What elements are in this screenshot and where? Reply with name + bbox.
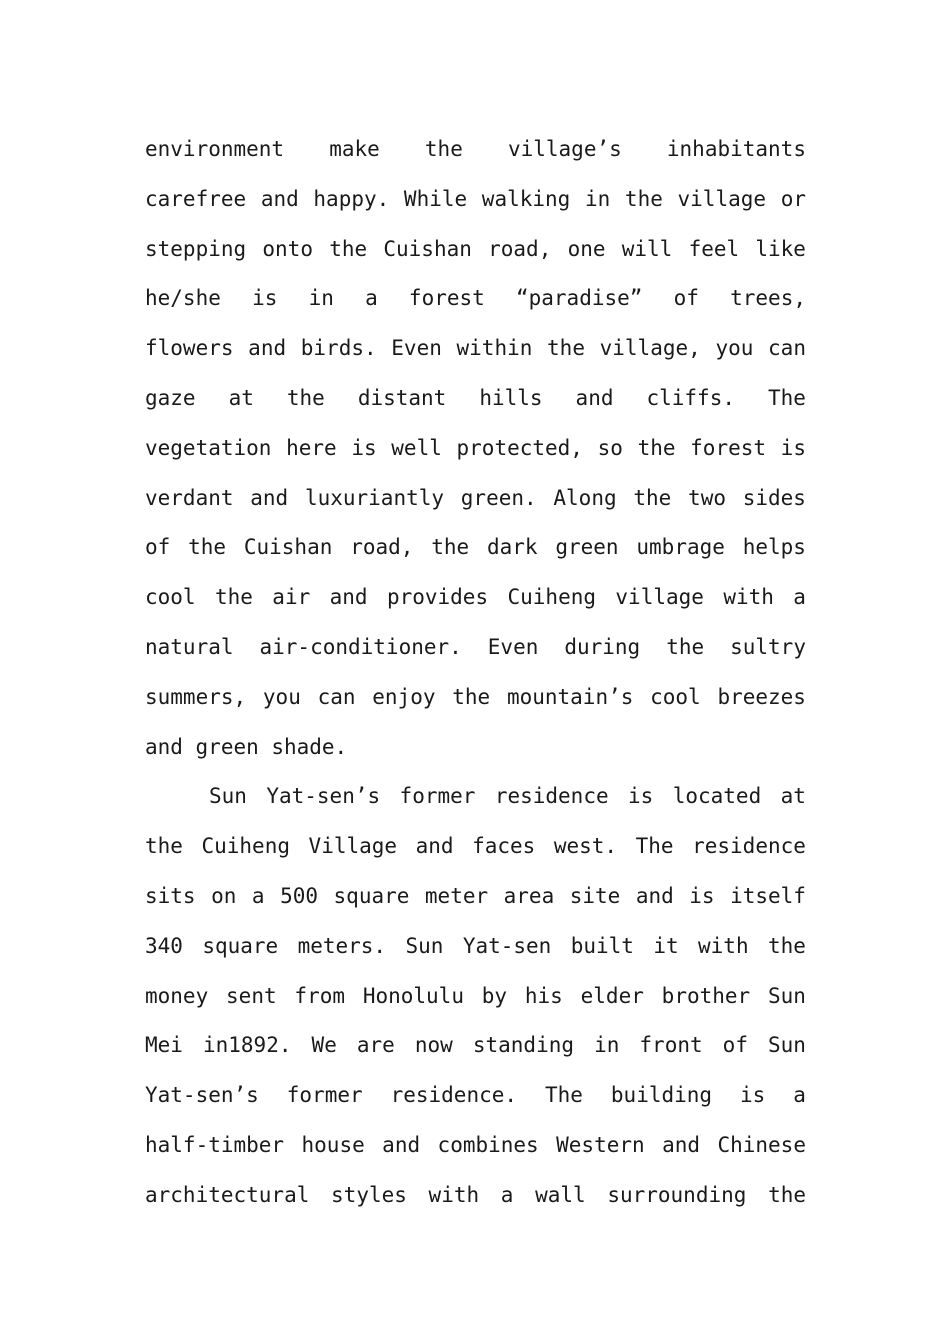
word: Honolulu bbox=[362, 983, 464, 1008]
word: a bbox=[793, 585, 806, 610]
text-line bbox=[145, 225, 806, 275]
word: with bbox=[428, 1182, 480, 1207]
word: a bbox=[365, 286, 378, 311]
word: former bbox=[399, 784, 476, 809]
word: of bbox=[722, 1033, 748, 1058]
text-line bbox=[145, 673, 806, 723]
word: happy. bbox=[313, 186, 390, 211]
word: dark bbox=[486, 535, 538, 560]
word: Western bbox=[556, 1132, 645, 1157]
word: meters. bbox=[297, 933, 387, 958]
word: the bbox=[637, 435, 676, 460]
word: Sun bbox=[768, 983, 806, 1008]
word: is bbox=[780, 435, 806, 460]
paragraph bbox=[145, 772, 806, 1220]
word: located bbox=[672, 784, 762, 809]
word: at bbox=[228, 385, 254, 410]
word: the bbox=[145, 834, 183, 859]
word: can bbox=[768, 336, 806, 361]
word: half-timber bbox=[145, 1132, 285, 1157]
word: feel bbox=[688, 236, 740, 261]
word: during bbox=[564, 634, 641, 659]
word: Cuiheng bbox=[507, 585, 597, 610]
word: Cuiheng bbox=[201, 834, 290, 859]
word: summers, bbox=[145, 684, 247, 709]
word: road, bbox=[350, 535, 414, 560]
word: west. bbox=[553, 834, 618, 859]
word: meter bbox=[424, 883, 489, 908]
word: Along bbox=[553, 485, 617, 510]
word: Sun bbox=[768, 1033, 806, 1058]
word: his bbox=[524, 983, 563, 1008]
word: and bbox=[415, 834, 454, 859]
word: road, bbox=[488, 236, 552, 261]
word: The bbox=[768, 385, 806, 410]
text-line bbox=[145, 1071, 806, 1121]
word: and bbox=[662, 1132, 701, 1157]
word: Even bbox=[391, 336, 442, 361]
word: “paradise” bbox=[515, 286, 643, 311]
word: natural bbox=[145, 634, 234, 659]
word: in1892. bbox=[202, 1033, 292, 1058]
word: green. bbox=[460, 485, 537, 510]
text-line bbox=[145, 125, 806, 175]
word: standing bbox=[472, 1033, 575, 1058]
word: and bbox=[575, 385, 614, 410]
text-line bbox=[145, 772, 806, 822]
word: village bbox=[615, 585, 704, 610]
word: is bbox=[252, 286, 278, 311]
word: two bbox=[688, 485, 726, 510]
word: We bbox=[311, 1033, 337, 1058]
word: forest bbox=[690, 435, 767, 460]
text-line bbox=[145, 872, 806, 922]
word: hills bbox=[479, 385, 543, 410]
word: the bbox=[547, 336, 585, 361]
word: vegetation bbox=[145, 435, 272, 460]
text-line bbox=[145, 573, 806, 623]
word: in bbox=[594, 1033, 620, 1058]
word: a bbox=[500, 1182, 514, 1207]
word: or bbox=[780, 186, 806, 211]
word: village’s bbox=[507, 137, 622, 161]
word: built bbox=[570, 933, 634, 958]
word: village, bbox=[599, 336, 701, 361]
word: sent bbox=[226, 983, 277, 1008]
word: make bbox=[329, 137, 380, 161]
word: trees, bbox=[730, 286, 806, 311]
word: Cuishan bbox=[383, 236, 472, 261]
text-line bbox=[145, 1121, 806, 1171]
word: a bbox=[251, 883, 265, 908]
word: shade. bbox=[271, 734, 348, 759]
word: it bbox=[653, 933, 679, 958]
word: air-conditioner. bbox=[259, 634, 462, 659]
word: is bbox=[351, 435, 377, 460]
word: the bbox=[666, 634, 705, 659]
word: carefree bbox=[145, 186, 247, 211]
word: combines bbox=[437, 1132, 539, 1157]
word: village bbox=[677, 186, 767, 211]
word: 500 bbox=[280, 883, 319, 908]
word: the bbox=[188, 535, 227, 560]
word: architectural bbox=[145, 1182, 310, 1207]
word: now bbox=[414, 1033, 453, 1058]
word: residence bbox=[692, 834, 806, 859]
word: are bbox=[356, 1033, 395, 1058]
word: square bbox=[333, 883, 410, 908]
word: Yat-sen’s bbox=[266, 784, 381, 809]
word: and bbox=[382, 1132, 421, 1157]
word: a bbox=[793, 1083, 806, 1108]
word: helps bbox=[742, 535, 806, 560]
word: gaze bbox=[145, 385, 196, 410]
word: mountain’s bbox=[506, 684, 634, 709]
word: birds. bbox=[300, 336, 377, 361]
word: Yat-sen bbox=[462, 933, 552, 958]
text-line bbox=[145, 523, 806, 573]
word: Sun bbox=[405, 933, 444, 958]
word: Chinese bbox=[717, 1132, 806, 1157]
word: of bbox=[673, 286, 699, 311]
text-line bbox=[145, 922, 806, 972]
word: by bbox=[481, 983, 508, 1008]
word: sides bbox=[742, 485, 806, 510]
word: cool bbox=[650, 684, 701, 709]
word: While bbox=[403, 186, 468, 211]
text-line bbox=[145, 723, 806, 773]
word: money bbox=[145, 983, 209, 1008]
word: and bbox=[145, 734, 183, 759]
word: and bbox=[635, 883, 674, 908]
word: breezes bbox=[717, 684, 806, 709]
word: and bbox=[248, 336, 287, 361]
word: from bbox=[294, 983, 345, 1008]
word: Mei bbox=[145, 1033, 183, 1058]
word: is bbox=[628, 784, 654, 809]
word: the bbox=[633, 485, 672, 510]
word: itself bbox=[730, 883, 806, 908]
word: the bbox=[286, 385, 325, 410]
word: faces bbox=[472, 834, 536, 859]
word: former bbox=[286, 1083, 363, 1108]
word: cliffs. bbox=[646, 385, 735, 410]
word: the bbox=[767, 933, 806, 958]
word: green bbox=[555, 535, 619, 560]
word: area bbox=[503, 883, 555, 908]
word: the bbox=[329, 236, 368, 261]
word: site bbox=[569, 883, 621, 908]
word: the bbox=[624, 186, 663, 211]
word: so bbox=[597, 435, 623, 460]
word: inhabitants bbox=[666, 137, 806, 161]
word: wall bbox=[535, 1182, 586, 1207]
word: Cuishan bbox=[243, 535, 333, 560]
text-line bbox=[145, 1171, 806, 1221]
word: verdant bbox=[145, 485, 234, 510]
text-line bbox=[145, 623, 806, 673]
text-line bbox=[145, 474, 806, 524]
word: in bbox=[584, 186, 611, 211]
word: within bbox=[456, 336, 533, 361]
word: distant bbox=[357, 385, 447, 410]
word: 340 bbox=[145, 933, 183, 958]
word: onto bbox=[262, 236, 313, 261]
word: walking bbox=[481, 186, 571, 211]
word: here bbox=[286, 435, 337, 460]
word: brother bbox=[661, 983, 751, 1008]
word: surrounding bbox=[607, 1182, 747, 1207]
word: is bbox=[689, 883, 715, 908]
text-line bbox=[145, 822, 806, 872]
word: building bbox=[610, 1083, 713, 1108]
word: styles bbox=[331, 1182, 407, 1207]
word: sultry bbox=[730, 634, 806, 659]
word: elder bbox=[580, 983, 644, 1008]
word: Even bbox=[487, 634, 539, 659]
word: you bbox=[715, 336, 754, 361]
word: and bbox=[329, 585, 368, 610]
word: is bbox=[740, 1083, 766, 1108]
word: environment bbox=[145, 137, 285, 161]
text-line bbox=[145, 374, 806, 424]
word: Village bbox=[308, 834, 398, 859]
word: stepping bbox=[145, 236, 247, 261]
text-line bbox=[145, 324, 806, 374]
text-line bbox=[145, 175, 806, 225]
word: provides bbox=[386, 585, 489, 610]
word: at bbox=[780, 784, 806, 809]
word: and bbox=[260, 186, 299, 211]
word: umbrage bbox=[636, 535, 725, 560]
word: green bbox=[195, 734, 259, 759]
word: square bbox=[202, 933, 279, 958]
word: house bbox=[301, 1132, 365, 1157]
word: and bbox=[250, 485, 289, 510]
word: forest bbox=[408, 286, 485, 311]
word: residence. bbox=[390, 1083, 518, 1108]
word: like bbox=[755, 236, 806, 261]
word: with bbox=[698, 933, 749, 958]
word: will bbox=[621, 236, 673, 261]
word: The bbox=[545, 1083, 583, 1108]
paragraph bbox=[145, 125, 806, 772]
word: luxuriantly bbox=[304, 485, 445, 510]
word: you bbox=[262, 684, 301, 709]
word: residence bbox=[494, 784, 609, 809]
word: sits bbox=[145, 883, 196, 908]
word: with bbox=[723, 585, 774, 610]
word: air bbox=[272, 585, 311, 610]
text-line bbox=[145, 274, 806, 324]
word: can bbox=[317, 684, 356, 709]
word: enjoy bbox=[372, 684, 436, 709]
text-line bbox=[145, 424, 806, 474]
word: protected, bbox=[456, 435, 583, 460]
text-line bbox=[145, 1021, 806, 1071]
word: Sun bbox=[209, 784, 247, 809]
word: one bbox=[567, 236, 606, 261]
word: he/she bbox=[145, 286, 221, 311]
word: the bbox=[424, 137, 463, 161]
word: flowers bbox=[145, 336, 234, 361]
word: the bbox=[214, 585, 253, 610]
word: The bbox=[635, 834, 674, 859]
word: the bbox=[431, 535, 470, 560]
word: well bbox=[391, 435, 442, 460]
text-line bbox=[145, 972, 806, 1022]
body-text bbox=[145, 125, 806, 1221]
word: in bbox=[308, 286, 334, 311]
word: front bbox=[639, 1033, 703, 1058]
word: the bbox=[768, 1182, 806, 1207]
word: on bbox=[211, 883, 237, 908]
word: the bbox=[452, 684, 491, 709]
word: of bbox=[145, 535, 171, 560]
word: cool bbox=[145, 585, 196, 610]
word: Yat-sen’s bbox=[145, 1083, 259, 1108]
